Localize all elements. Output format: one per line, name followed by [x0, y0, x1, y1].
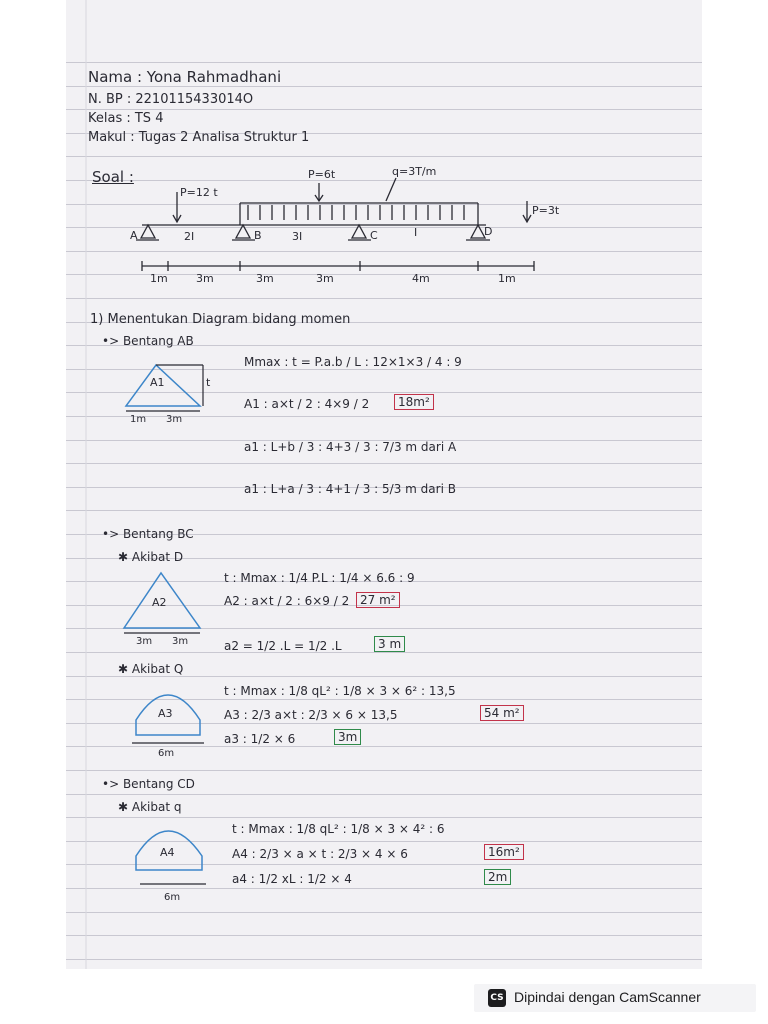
ab-a1-result: 18m² — [394, 394, 434, 410]
ei-bc-label: 3I — [292, 230, 303, 243]
nbp-line: N. BP : 2210115433014O — [88, 92, 254, 107]
support-d-hinge — [471, 225, 485, 238]
ab-dim-3m: 3m — [166, 414, 183, 425]
load-p3-label: P=3t — [532, 204, 560, 217]
bentang-cd-heading: •> Bentang CD — [102, 777, 195, 791]
akibat-q-cd-heading: ✱ Akibat q — [118, 800, 182, 814]
bc-dim-3m-right: 3m — [172, 636, 189, 647]
dim-1m-left: 1m — [150, 272, 168, 285]
akibat-q-heading: ✱ Akibat Q — [118, 662, 184, 676]
bc-area-a2: A2 : a×t / 2 : 6×9 / 2 — [224, 594, 350, 608]
bc-a2-centroid-result: 3 m — [374, 636, 405, 652]
ei-cd-label: I — [414, 226, 418, 239]
cd-dim-6m: 6m — [164, 892, 181, 903]
ab-centroid-a: a1 : L+b / 3 : 4+3 / 3 : 7/3 m dari A — [244, 440, 457, 454]
cd-mmax: t : Mmax : 1/8 qL² : 1/8 × 3 × 4² : 6 — [232, 822, 445, 836]
makul-line: Makul : Tugas 2 Analisa Struktur 1 — [88, 130, 310, 145]
cd-centroid-a4: a4 : 1/2 xL : 1/2 × 4 — [232, 872, 352, 886]
load-p12-label: P=12 t — [180, 186, 218, 199]
a1-label: A1 — [150, 376, 165, 389]
ab-mmax: Mmax : t = P.a.b / L : 12×1×3 / 4 : 9 — [244, 355, 462, 369]
bc-centroid-a2: a2 = 1/2 .L = 1/2 .L — [224, 639, 342, 653]
dim-3m-c: 3m — [316, 272, 334, 285]
a2-label: A2 — [152, 596, 167, 609]
cd-a4-result: 16m² — [484, 844, 524, 860]
support-c-label: C — [370, 229, 378, 242]
bc-centroid-a3: a3 : 1/2 × 6 — [224, 732, 296, 746]
camscanner-logo-icon: CS — [488, 989, 506, 1007]
dim-1m-right: 1m — [498, 272, 516, 285]
soal-label: Soal : — [92, 168, 134, 186]
bc-dim-6m: 6m — [158, 748, 175, 759]
load-q-label: q=3T/m — [392, 165, 437, 178]
kelas-line: Kelas : TS 4 — [88, 111, 164, 126]
camscanner-watermark — [474, 984, 756, 1012]
bc-a2-result: 27 m² — [356, 592, 400, 608]
a4-label: A4 — [160, 846, 175, 859]
a3-label: A3 — [158, 707, 173, 720]
bc-mmax-d: t : Mmax : 1/4 P.L : 1/4 × 6.6 : 9 — [224, 571, 415, 585]
name-line: Nama : Yona Rahmadhani — [88, 68, 282, 86]
bc-dim-3m-left: 3m — [136, 636, 153, 647]
cd-area-a4: A4 : 2/3 × a × t : 2/3 × 4 × 6 — [232, 847, 408, 861]
cd-a4-centroid-result: 2m — [484, 869, 511, 885]
camscanner-label: Dipindai dengan CamScanner — [514, 989, 701, 1005]
dim-3m-b: 3m — [256, 272, 274, 285]
bc-a3-centroid-result: 3m — [334, 729, 361, 745]
support-b-label: B — [254, 229, 262, 242]
t-label: t — [206, 376, 211, 389]
akibat-d-heading: ✱ Akibat D — [118, 550, 184, 564]
support-a-hinge — [141, 225, 155, 238]
section-1-title: 1) Menentukan Diagram bidang momen — [90, 312, 351, 327]
distributed-load-arrows — [248, 205, 464, 220]
ei-ab-label: 2I — [184, 230, 195, 243]
bc-area-a3: A3 : 2/3 a×t : 2/3 × 6 × 13,5 — [224, 708, 398, 722]
bc-mmax-q: t : Mmax : 1/8 qL² : 1/8 × 3 × 6² : 13,5 — [224, 684, 456, 698]
support-c-hinge — [352, 225, 366, 238]
ab-centroid-b: a1 : L+a / 3 : 4+1 / 3 : 5/3 m dari B — [244, 482, 456, 496]
ab-dim-1m: 1m — [130, 414, 147, 425]
dim-4m: 4m — [412, 272, 430, 285]
support-d-label: D — [484, 225, 493, 238]
bc-a3-result: 54 m² — [480, 705, 524, 721]
dim-3m-a: 3m — [196, 272, 214, 285]
bentang-bc-heading: •> Bentang BC — [102, 527, 194, 541]
scanned-paper — [66, 0, 702, 969]
support-b-hinge — [236, 225, 250, 238]
ab-area-a1: A1 : a×t / 2 : 4×9 / 2 — [244, 397, 370, 411]
bentang-ab-heading: •> Bentang AB — [102, 334, 194, 348]
support-a-label: A — [130, 229, 138, 242]
load-p6-label: P=6t — [308, 168, 336, 181]
